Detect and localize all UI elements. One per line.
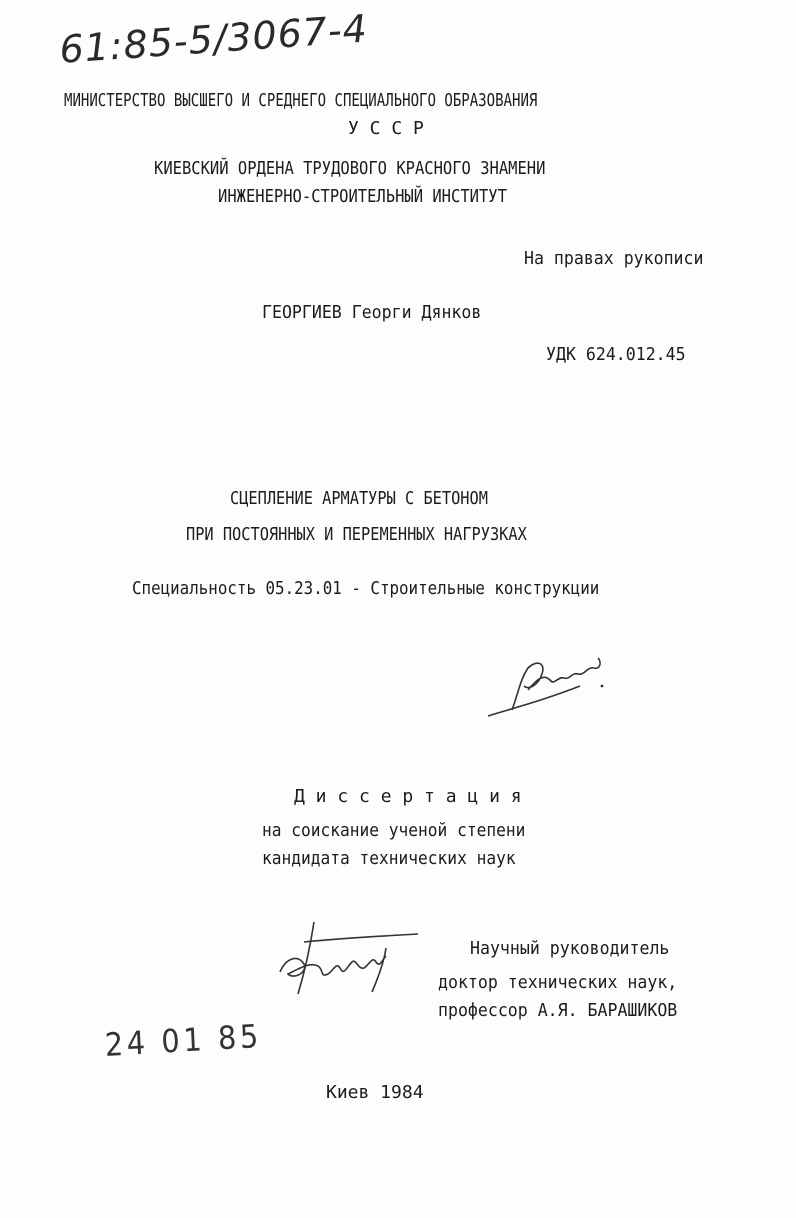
dissertation-heading: Д и с с е р т а ц и я	[294, 786, 522, 807]
dissertation-line-1: на соискание ученой степени	[262, 820, 526, 841]
supervisor-name: профессор А.Я. БАРАШИКОВ	[438, 1000, 678, 1021]
title-line-2: ПРИ ПОСТОЯННЫХ И ПЕРЕМЕННЫХ НАГРУЗКАХ	[186, 524, 527, 545]
specialty: Специальность 05.23.01 - Строительные конструкции	[132, 578, 600, 599]
ministry-line-1: МИНИСТЕРСТВО ВЫСШЕГО И СРЕДНЕГО СПЕЦИАЛЬНОГО ОБРАЗОВАНИЯ	[64, 90, 538, 111]
author-name: ГЕОРГИЕВ Георги Дянков	[262, 302, 482, 323]
institute-line-2: ИНЖЕНЕРНО-СТРОИТЕЛЬНЫЙ ИНСТИТУТ	[218, 186, 507, 207]
title-line-1: СЦЕПЛЕНИЕ АРМАТУРЫ С БЕТОНОМ	[230, 488, 488, 509]
supervisor-degree: доктор технических наук,	[438, 972, 678, 993]
stamp-date: 24 01 85	[104, 1016, 263, 1064]
supervisor-signature	[274, 918, 424, 998]
institute-line-1: КИЕВСКИЙ ОРДЕНА ТРУДОВОГО КРАСНОГО ЗНАМЕНИ	[154, 158, 546, 179]
rights-note: На правах рукописи	[524, 248, 704, 269]
place-year: Киев 1984	[326, 1082, 424, 1103]
ministry-line-2: У С С Р	[348, 118, 424, 139]
udc-code: УДК 624.012.45	[546, 344, 686, 365]
archive-number: 61:85-5/3067-4	[58, 6, 370, 72]
author-signature	[484, 650, 614, 720]
supervisor-role: Научный руководитель	[470, 938, 670, 959]
dissertation-line-2: кандидата технических наук	[262, 848, 516, 869]
